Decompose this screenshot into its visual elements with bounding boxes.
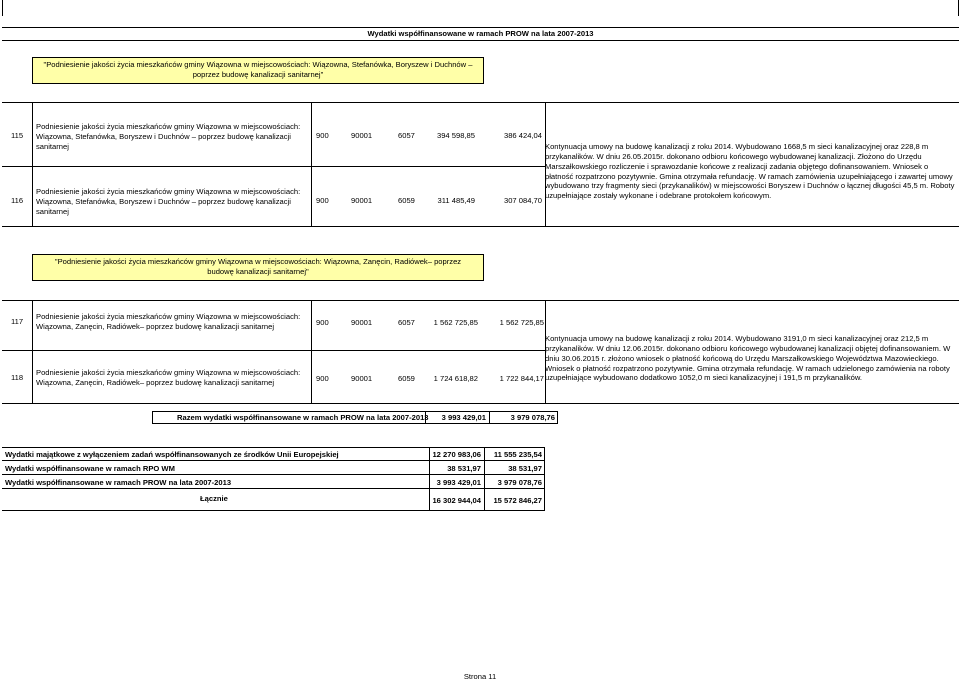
row-dzial: 900	[316, 318, 329, 327]
row-plan: 1 562 725,85	[433, 318, 478, 327]
row-plan: 1 724 618,82	[433, 374, 478, 383]
row-dzial: 900	[316, 196, 329, 205]
project-2-col-divider-desc	[311, 300, 312, 404]
row-dzial: 900	[316, 374, 329, 383]
row-wykonanie: 1 722 844,17	[499, 374, 544, 383]
prow-total-wykonanie: 3 979 078,76	[510, 413, 555, 422]
summary-row-divider	[2, 474, 545, 475]
frame-left-line	[2, 0, 3, 16]
row-description: Podniesienie jakości życia mieszkańców gminy Wiązowna w miejscowościach: Wiązowna, Zanęcin, Radiówek– poprzez budowę kanalizacji sanitarnej	[36, 312, 301, 331]
summary-plan: 12 270 983,06	[432, 450, 481, 459]
summary-label: Wydatki współfinansowane w ramach PROW na lata 2007-2013	[5, 478, 232, 487]
summary-wykonanie: 11 555 235,54	[493, 450, 542, 459]
row-dzial: 900	[316, 131, 329, 140]
project-2-title: "Podniesienie jakości życia mieszkańców gminy Wiązowna w miejscowościach: Wiązowna, Zanęcin, Radiówek– poprzez budowę kanalizacji sanitarnej"	[54, 257, 462, 276]
row-paragraf: 6057	[398, 318, 415, 327]
page-number: Strona 11	[463, 672, 497, 681]
summary-plan: 38 531,97	[447, 464, 481, 473]
row-rozdzial: 90001	[351, 196, 373, 205]
summary-row-divider	[2, 460, 545, 461]
row-plan: 311 485,49	[437, 196, 475, 205]
summary-wykonanie: 3 979 078,76	[497, 478, 542, 487]
row-description: Podniesienie jakości życia mieszkańców gminy Wiązowna w miejscowościach: Wiązowna, Zanęcin, Radiówek– poprzez budowę kanalizacji sanitarnej	[36, 368, 301, 387]
row-wykonanie: 1 562 725,85	[499, 318, 544, 327]
row-paragraf: 6059	[398, 374, 415, 383]
row-rozdzial: 90001	[351, 374, 373, 383]
project-2-title-box	[32, 254, 484, 281]
prow-total-plan: 3 993 429,01	[441, 413, 486, 422]
row-number: 115	[10, 131, 24, 140]
summary-total-plan: 16 302 944,04	[432, 496, 481, 505]
row-wykonanie: 307 084,70	[503, 196, 542, 205]
row-paragraf: 6059	[398, 196, 415, 205]
prow-total-label: Razem wydatki współfinansowane w ramach PROW na lata 2007-2013	[177, 413, 429, 422]
summary-label: Wydatki majątkowe z wyłączeniem zadań współfinansowanych ze środków Unii Europejskiej	[5, 450, 339, 459]
row-wykonanie: 386 424,04	[503, 131, 542, 140]
project-2-row-divider	[2, 350, 545, 351]
project-1-col-divider-no	[32, 102, 33, 227]
summary-total-wykonanie: 15 572 846,27	[493, 496, 542, 505]
row-number: 117	[10, 317, 24, 326]
row-number: 116	[10, 196, 24, 205]
section-title: Wydatki współfinansowane w ramach PROW na lata 2007-2013	[367, 29, 594, 38]
summary-total-label: Łącznie	[200, 494, 228, 503]
row-paragraf: 6057	[398, 131, 415, 140]
row-description: Podniesienie jakości życia mieszkańców gminy Wiązowna w miejscowościach: Wiązowna, Stefanówka, Boryszew i Duchnów – poprzez budowę kanalizacji sanitarnej	[36, 187, 301, 216]
summary-row-divider	[2, 488, 545, 489]
project-1-row-divider	[2, 166, 545, 167]
summary-plan: 3 993 429,01	[436, 478, 481, 487]
row-plan: 394 598,85	[436, 131, 475, 140]
frame-right-line	[958, 0, 959, 16]
project-1-col-divider-desc	[311, 102, 312, 227]
project-2-col-divider-no	[32, 300, 33, 404]
row-number: 118	[10, 373, 24, 382]
project-1-note: Kontynuacja umowy na budowę kanalizacji z roku 2014. Wybudowano 1668,5 m sieci kanalizacyjnej oraz 228,8 m przykanalików. W dniu 26.05.2015r. dokonano odbioru końcowego wybudowanej kanalizacji. Złożono do Urzędu Marszałkowskiego rozliczenie i sprawozdanie końcowe z realizacji zadania objętego dofinansowaniem. Wniosek o płatność rozpatrzono pozytywnie. Gmina otrzymała refundację. W ramach zamówienia uzupełniającego i zawartej umowy wybudowano trzy fragmenty sieci (przykanalików) w miejscowości Boryszew i Duchnów o łącznej długości 45,5 m. Roboty uzupełniające zostały wykonane i odebrane protokołem końcowym.	[545, 142, 955, 201]
project-2-note: Kontynuacja umowy na budowę kanalizacji z roku 2014. Wybudowano 3191,0 m sieci kanalizacyjnej oraz 212,5 m przykanalików. W dniu 12.06.2015r. dokonano odbioru końcowego wybudowanej kanalizacji objętej dofinansowaniem. W dniu 30.06.2015 r. złożono wniosek o płatność końcową do Urzędu Marszałkowskiego Województwa Mazowieckiego. Wniosek o płatność rozpatrzono pozytywnie. Gmina otrzymała refundację. W ramach udzielonego zamówienia na roboty uzupełniające wybudowano dodatkowo 1052,0 m sieci kanalizacyjnej i 191,5 m przykanalików.	[545, 334, 951, 383]
summary-label: Wydatki współfinansowane w ramach RPO WM	[5, 464, 175, 473]
project-1-title-box	[32, 57, 484, 84]
project-1-title: "Podniesienie jakości życia mieszkańców gminy Wiązowna w miejscowościach: Wiązowna, Stefanówka, Boryszew i Duchnów – poprzez budowę kanalizacji sanitarnej"	[43, 60, 473, 79]
row-rozdzial: 90001	[351, 318, 373, 327]
summary-wykonanie: 38 531,97	[508, 464, 542, 473]
section-title-bar	[2, 27, 959, 41]
row-rozdzial: 90001	[351, 131, 373, 140]
row-description: Podniesienie jakości życia mieszkańców gminy Wiązowna w miejscowościach: Wiązowna, Stefanówka, Boryszew i Duchnów – poprzez budowę kanalizacji sanitarnej	[36, 122, 301, 151]
